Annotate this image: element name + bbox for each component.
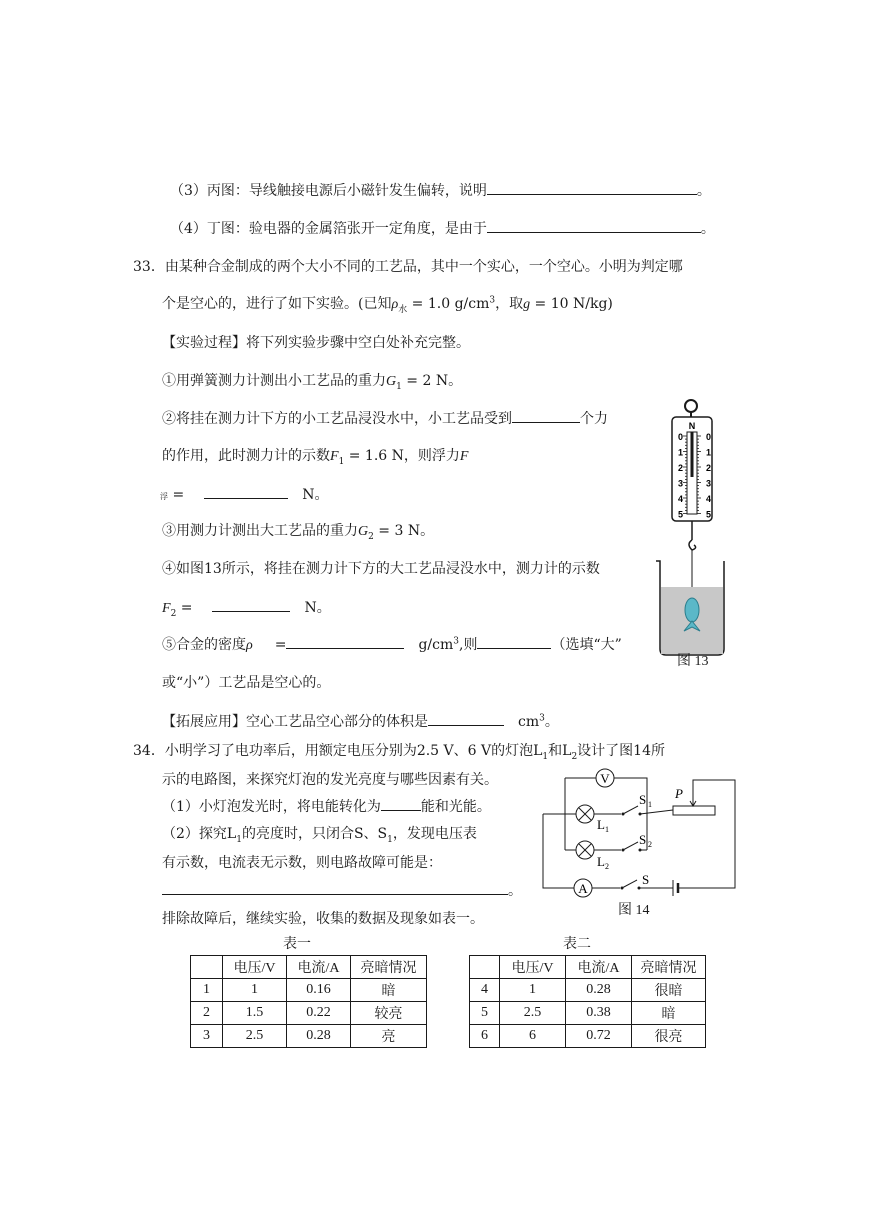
q34-item1: （1）小灯泡发光时，将电能转化为 能和光能。 [162,796,491,817]
step4-line1: ④如图13所示，将挂在测力计下方的大工艺品浸没水中，测力计的示数 [162,561,600,577]
figure-14-caption: 图 14 [618,903,650,918]
table-cell: 1 [500,979,566,1002]
q34-item2-answer: 。 [162,880,522,901]
process-heading: 【实验过程】将下列实验步骤中空白处补充完整。 [162,335,470,351]
table-cell: 6 [500,1025,566,1048]
scale-unit-label: N [688,421,696,431]
switch-s2 [623,842,638,850]
q32-item3: （3）丙图：导线触接电源后小磁针发生偏转，说明 。 [170,180,711,201]
craft-item [685,598,699,622]
step2-line3: 浮 = N。 [160,484,328,507]
table-cell: 1.5 [223,1002,287,1025]
table-cell: 很亮 [632,1025,706,1048]
step3: ③用测力计测出大工艺品的重力$G_2 = 3$ N。 [162,523,435,542]
answer-blank[interactable] [381,796,421,811]
top-ring [685,400,697,412]
figure-13-caption: 图 13 [677,654,709,669]
table-cell: 6 [470,1025,500,1048]
step5-line1: ⑤合金的密度$\rho = g/cm^3$,则 （选填“大” [162,634,622,656]
svg-text:S: S [639,792,647,807]
svg-text:1: 1 [605,825,609,834]
switch-s [622,880,637,888]
answer-blank[interactable] [212,597,290,612]
svg-text:A: A [578,881,588,896]
svg-text:S: S [639,832,647,847]
switch-s1 [623,806,638,814]
scale-tick-label-right: 3 [706,478,712,489]
table-cell: 暗 [351,979,427,1002]
table-header-cell: 亮暗情况 [351,956,427,979]
table-header-cell: 电流/A [566,956,632,979]
svg-text:2: 2 [605,862,609,871]
table2-title: 表二 [563,936,591,952]
table-cell: 亮 [351,1025,427,1048]
table-row [191,979,427,1002]
step5-line2: 或“小”）工艺品是空心的。 [162,675,331,691]
table-cell: 很暗 [632,979,706,1002]
table-cell: 0.38 [566,1002,632,1025]
table-cell: 0.28 [287,1025,351,1048]
step2-line2: 的作用，此时测力计的示数$F_1 = 1.6$ N，则浮力F [162,448,469,467]
answer-blank[interactable] [487,218,701,233]
table-cell: 0.72 [566,1025,632,1048]
table2 [469,955,706,1048]
figure-13-spring-scale [648,395,728,665]
answer-blank[interactable] [204,484,288,499]
q33-stem-line1: 33．由某种合金制成的两个大小不同的工艺品，其中一个实心，一个空心。小明为判定哪 [133,259,683,275]
table-header-row [470,956,706,979]
scale-tick-label-left: 4 [678,494,684,504]
table-header-row [191,956,427,979]
scale-tick-label-right: 4 [706,494,712,504]
table-cell: 暗 [632,1002,706,1025]
table-header-cell: 电压/V [223,956,287,979]
table-cell: 4 [470,979,500,1002]
table-row [470,979,706,1002]
scale-tick-label-left: 0 [678,432,684,442]
q34-item2-line2: 有示数，电流表无示数，则电路故障可能是： [162,855,442,871]
answer-blank[interactable] [428,711,504,726]
hook [689,540,696,550]
rheostat [673,806,715,815]
q34-stem-line2: 示的电路图，来探究灯泡的发光亮度与哪些因素有关。 [162,772,498,788]
table-header-cell [191,956,223,979]
table-cell: 0.28 [566,979,632,1002]
answer-blank[interactable] [286,634,404,649]
q34-item2-line1: （2）探究$L_1$的亮度时，只闭合S、$S_1$，发现电压表 [162,826,477,845]
table-cell: 2.5 [223,1025,287,1048]
table-header-cell: 电流/A [287,956,351,979]
scale-tick-label-left: 1 [678,447,684,458]
extension: 【拓展应用】空心工艺品空心部分的体积是 $cm^3$。 [162,711,559,732]
table-cell: 1 [191,979,223,1002]
table-row [470,1025,706,1048]
answer-blank[interactable] [162,880,508,895]
figure-14-circuit [535,760,745,900]
q34-after-fix: 排除故障后，继续实验，收集的数据及现象如表一。 [162,911,484,927]
table-cell: 2.5 [500,1002,566,1025]
q32-item4: （4）丁图：验电器的金属箔张开一定角度，是由于 。 [170,218,715,239]
scale-tick-label-right: 0 [706,432,712,442]
step4-line2: $F_2 = N$。 [162,597,331,619]
scale-tick-label-left: 2 [678,463,684,473]
q33-stem-line2: 个是空心的，进行了如下实验。(已知$\rho_水 = 1.0$ $g/cm^3$，取g = 10 N/kg) [162,295,613,315]
answer-blank[interactable] [487,180,697,195]
q34-stem-line1: 34．小明学习了电功率后，用额定电压分别为2.5 V、6 V的灯泡$L_1$和$L_2$设计了图14所 [133,743,665,762]
table-row [191,1002,427,1025]
table-header-cell: 电压/V [500,956,566,979]
svg-text:L: L [597,854,605,869]
svg-text:L: L [597,817,605,832]
scale-tick-label-right: 2 [706,463,712,473]
table-header-cell: 亮暗情况 [632,956,706,979]
table-cell: 2 [191,1002,223,1025]
svg-text:S: S [642,872,650,887]
step2-line1: ②将挂在测力计下方的小工艺品浸没水中，小工艺品受到 个力 [162,408,608,429]
table-cell: 0.22 [287,1002,351,1025]
scale-tick-label-left: 5 [678,509,684,520]
svg-text:P: P [675,786,683,801]
scale-tick-label-left: 3 [678,478,684,489]
table-cell: 较亮 [351,1002,427,1025]
table-cell: 5 [470,1002,500,1025]
table-row [191,1025,427,1048]
table1-title: 表一 [283,936,311,952]
table-header-cell [470,956,500,979]
table-cell: 1 [223,979,287,1002]
table-row [470,1002,706,1025]
table1 [190,955,427,1048]
table-cell: 3 [191,1025,223,1048]
svg-text:V: V [600,771,610,786]
scale-tick-label-right: 1 [706,447,712,458]
answer-blank[interactable] [512,408,580,423]
table-cell: 0.16 [287,979,351,1002]
scale-tick-label-right: 5 [706,509,712,520]
svg-text:2: 2 [648,840,652,849]
svg-text:1: 1 [648,800,652,809]
answer-blank[interactable] [477,634,551,649]
step1: ①用弹簧测力计测出小工艺品的重力$G_1 = 2$ N。 [162,373,463,392]
